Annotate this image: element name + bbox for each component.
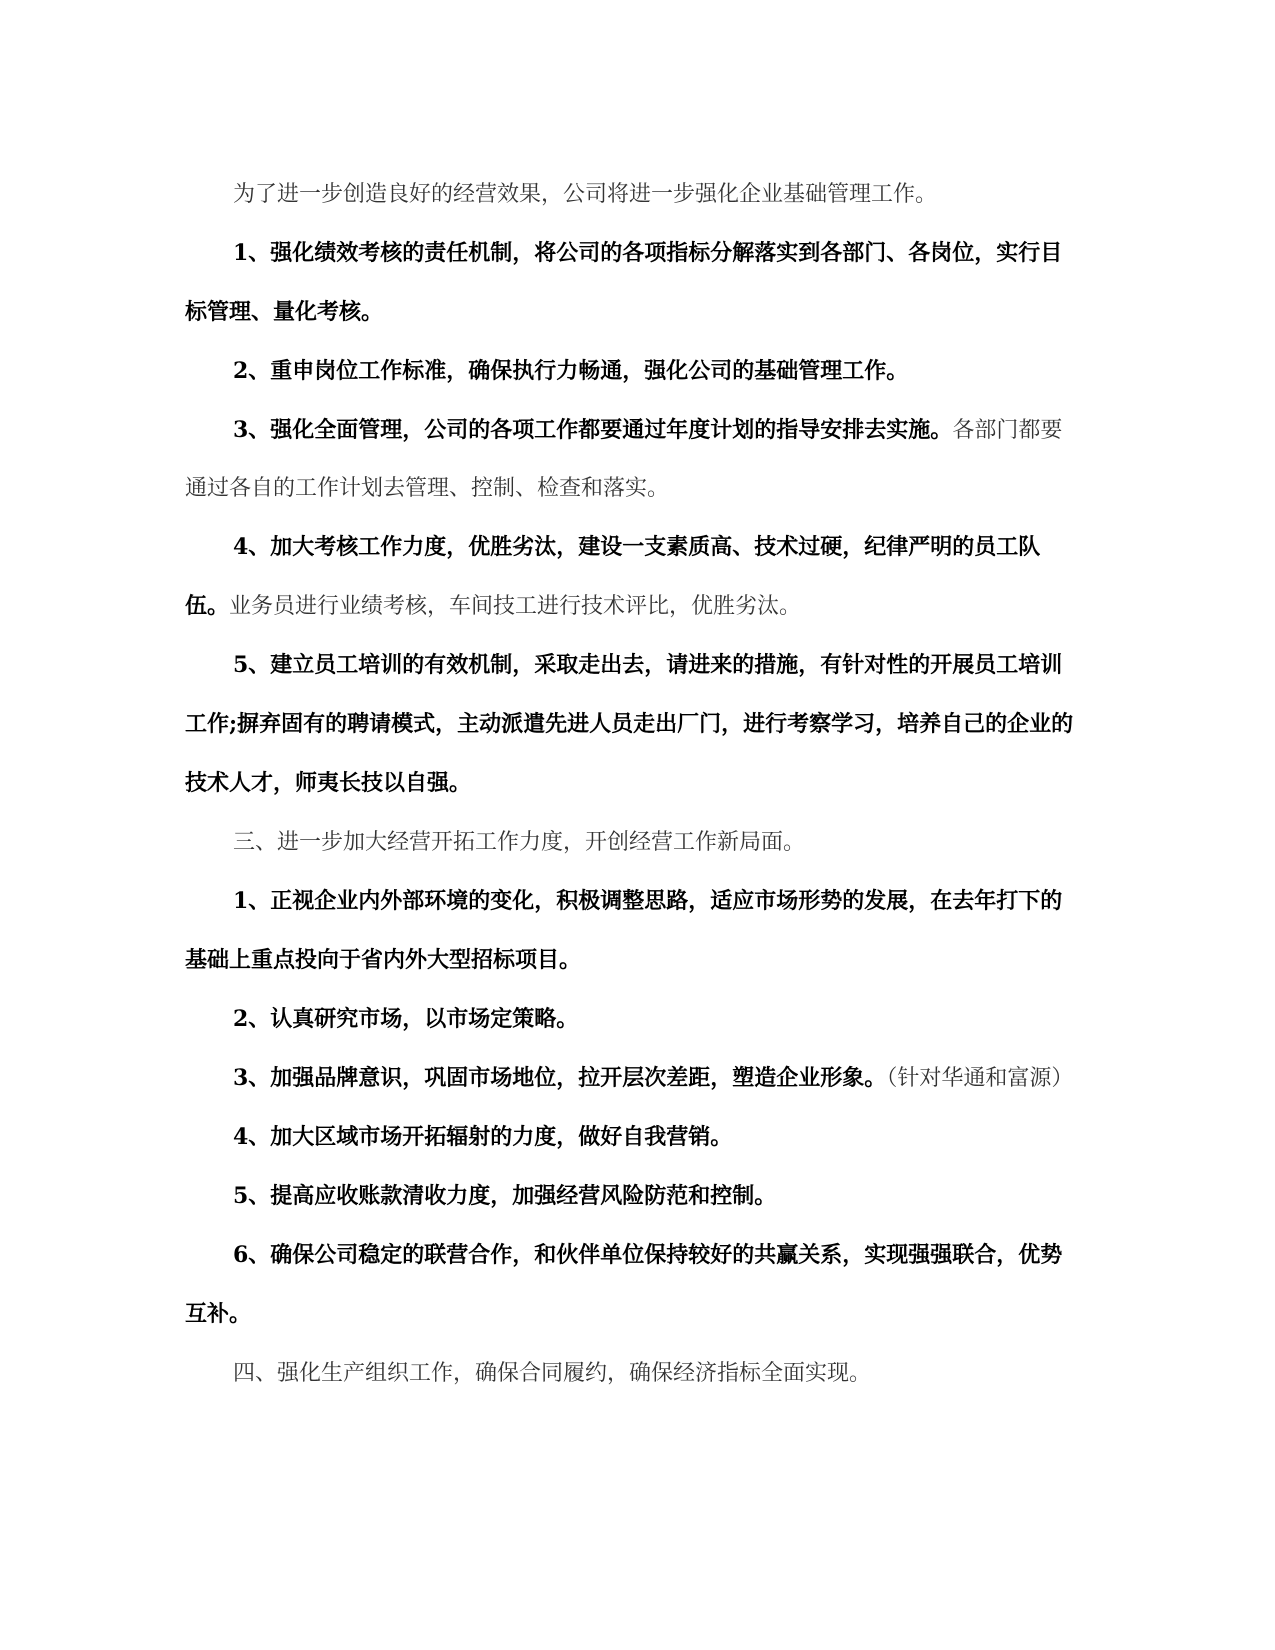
paragraph-3 (185, 342, 1075, 401)
paragraph-2 (185, 224, 1075, 342)
paragraph-8 (185, 872, 1075, 990)
paragraph-bold-text: 6、确保公司稳定的联营合作，和伙伴单位保持较好的共赢关系，实现强强联合，优势互补。 (185, 1242, 1063, 1327)
paragraph-bold-text: 3、强化全面管理，公司的各项工作都要通过年度计划的指导安排去实施。 (233, 417, 953, 443)
paragraph-4 (185, 401, 1075, 518)
paragraph-bold-text: 3、加强品牌意识，巩固市场地位，拉开层次差距，塑造企业形象。 (233, 1065, 887, 1091)
paragraph-10 (185, 1049, 1075, 1108)
document-body (185, 165, 1075, 1403)
paragraph-bold-text: 1、正视企业内外部环境的变化，积极调整思路，适应市场形势的发展，在去年打下的基础上重点投向于省内外大型招标项目。 (185, 888, 1063, 973)
paragraph-text: 各部门都要通过各自的工作计划去管理、控制、检查和落实。 (185, 418, 1063, 501)
paragraph-text: 三、进一步加大经营开拓工作力度，开创经营工作新局面。 (233, 830, 806, 855)
paragraph-9 (185, 990, 1075, 1049)
paragraph-12 (185, 1167, 1075, 1226)
paragraph-bold-text: 4、加大考核工作力度，优胜劣汰，建设一支素质高、技术过硬，纪律严明的员工队伍。 (185, 534, 1041, 619)
paragraph-bold-text: 5、建立员工培训的有效机制，采取走出去，请进来的措施，有针对性的开展员工培训工作;摒弃固有的聘请模式，主动派遣先进人员走出厂门，进行考察学习，培养自己的企业的技术人才，师夷长技以自强。 (185, 652, 1074, 796)
paragraph-bold-text: 5、提高应收账款清收力度，加强经营风险防范和控制。 (233, 1183, 777, 1209)
paragraph-14 (185, 1344, 1075, 1403)
paragraph-bold-text: 2、认真研究市场，以市场定策略。 (233, 1006, 579, 1032)
paragraph-text: 业务员进行业绩考核，车间技工进行技术评比，优胜劣汰。 (229, 594, 802, 619)
paragraph-6 (185, 636, 1075, 813)
paragraph-11 (185, 1108, 1075, 1167)
paragraph-bold-text: 4、加大区域市场开拓辐射的力度，做好自我营销。 (233, 1124, 733, 1150)
paragraph-1 (185, 165, 1075, 224)
paragraph-text: （针对华通和富源） (886, 1066, 1074, 1091)
paragraph-bold-text: 1、强化绩效考核的责任机制，将公司的各项指标分解落实到各部门、各岗位，实行目标管理、量化考核。 (185, 240, 1063, 325)
paragraph-7 (185, 813, 1075, 872)
paragraph-5 (185, 518, 1075, 636)
paragraph-text: 四、强化生产组织工作，确保合同履约，确保经济指标全面实现。 (233, 1361, 872, 1386)
paragraph-13 (185, 1226, 1075, 1344)
paragraph-text: 为了进一步创造良好的经营效果，公司将进一步强化企业基础管理工作。 (233, 182, 938, 207)
paragraph-bold-text: 2、重申岗位工作标准，确保执行力畅通，强化公司的基础管理工作。 (233, 358, 909, 384)
